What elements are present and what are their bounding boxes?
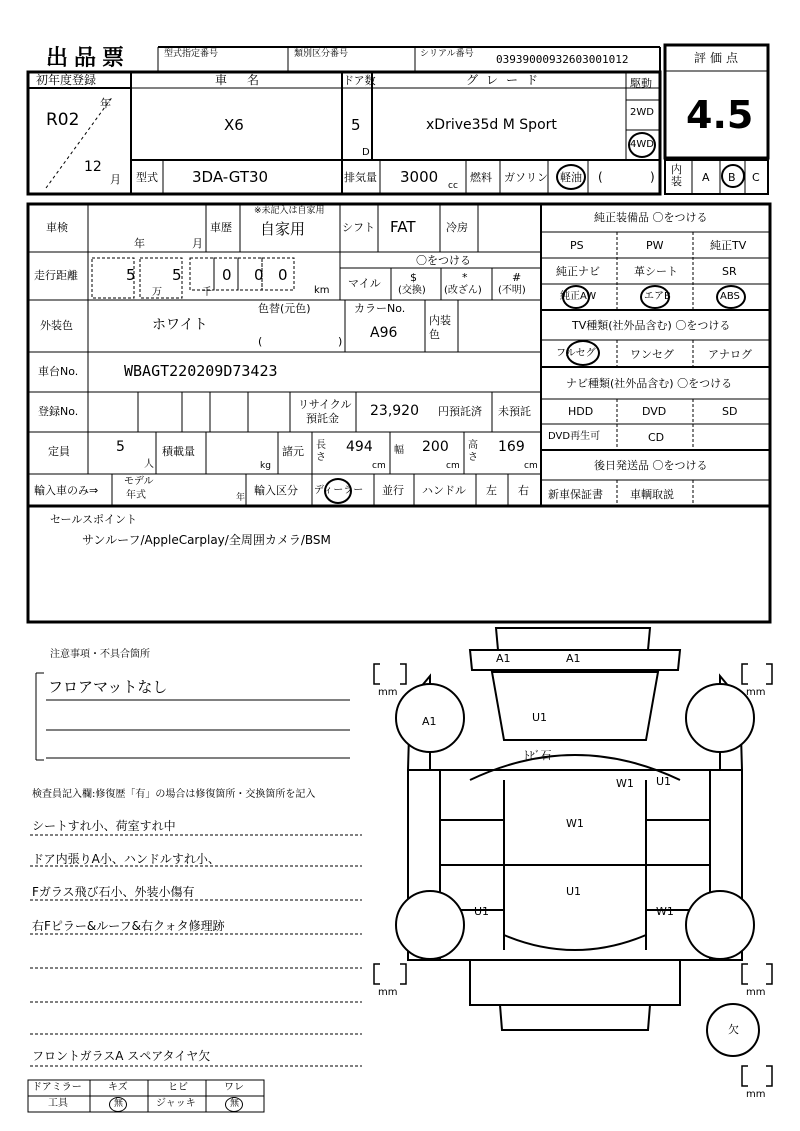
mini-jack-none-circle-mark — [225, 1097, 243, 1112]
length-cm-unit: cm — [372, 461, 386, 471]
interior-grade-b: B — [728, 171, 736, 184]
equip-leather: 革シート — [634, 265, 678, 278]
vin-label: 車台No. — [38, 365, 79, 378]
score-label: 評価点 — [694, 51, 743, 65]
shift-value: FAT — [390, 218, 416, 236]
equip-sr: SR — [722, 265, 737, 278]
capacity-unit: 人 — [144, 459, 154, 470]
mileage-tamper-mark: * — [462, 271, 468, 284]
dims-label: 諸元 — [282, 445, 304, 458]
fuel-label: 燃料 — [470, 171, 492, 184]
diagram-mark-front-left: A1 — [496, 652, 511, 665]
load-label: 積載量 — [162, 445, 195, 458]
registration-no-label: 登録No. — [38, 405, 79, 418]
mm-front-left: mm — [378, 687, 398, 698]
mini-door-mirror: ドアミラー — [32, 1082, 82, 1093]
load-kg-unit: kg — [260, 461, 271, 471]
import-dealer-circle-mark — [324, 478, 352, 504]
equip-aw-circle-mark — [562, 285, 590, 309]
import-parallel: 並行 — [382, 484, 404, 497]
length-value: 494 — [346, 439, 373, 455]
recycle-label-2: 預託金 — [306, 412, 339, 425]
model-value: 3DA-GT30 — [192, 168, 269, 186]
length-label: 長さ — [316, 440, 326, 463]
mm-front-right: mm — [746, 687, 766, 698]
mini-scratch: キズ — [108, 1082, 128, 1093]
diagram-mark-hood: U1 — [532, 711, 548, 724]
mileage-unknown: (不明) — [498, 285, 526, 296]
later-shipment-title: 後日発送品 〇をつける — [594, 459, 708, 472]
history-value: 自家用 — [260, 220, 306, 238]
exterior-color-label: 外装色 — [40, 319, 73, 332]
history-label: 車歴 — [210, 221, 232, 234]
mileage-mile: マイル — [348, 277, 381, 290]
color-change-paren-close: ) — [338, 335, 343, 348]
car-name-label: 車名 — [215, 73, 280, 87]
doors-label: ドア数 — [343, 74, 376, 87]
capacity-label: 定員 — [48, 445, 70, 458]
equip-abs-circle-mark — [716, 285, 746, 309]
height-cm-unit: cm — [524, 461, 538, 471]
exterior-color-value: ホワイト — [152, 317, 208, 333]
recycle-not-deposited: 未預託 — [498, 405, 531, 418]
tv-fullseg: フルセグ — [556, 348, 596, 359]
recycle-label-1: リサイクル — [298, 398, 352, 411]
model-label: 型式 — [136, 171, 158, 184]
inspector-line-3: Fガラス飛び石小、外装小傷有 — [32, 885, 195, 899]
tv-analog: アナログ — [708, 348, 752, 361]
navi-dvd: DVD — [642, 405, 667, 418]
shaken-year-unit: 年 — [134, 237, 145, 250]
tv-oneseg: ワンセグ — [630, 348, 674, 361]
month-unit: 月 — [110, 173, 121, 186]
equip-tv: 純正TV — [710, 239, 747, 252]
form-title: 出品票 — [46, 46, 131, 71]
mini-tools: 工具 — [48, 1098, 68, 1109]
navi-sd: SD — [722, 405, 738, 418]
height-value: 169 — [498, 439, 525, 455]
color-change-paren-open: ( — [258, 335, 263, 348]
dvd-playback: DVD再生可 — [548, 431, 601, 442]
height-label: 高さ — [468, 440, 478, 463]
diagram-mark-left-front-wheel: A1 — [422, 715, 437, 728]
interior-grade-c: C — [752, 171, 760, 184]
mileage-digit-2: 5 — [172, 266, 182, 284]
grade-value: xDrive35d M Sport — [426, 117, 557, 133]
displacement-label: 排気量 — [344, 171, 377, 184]
mileage-digit-1: 5 — [126, 266, 136, 284]
model-year-label-1: モデル — [124, 476, 154, 487]
diagram-mark-right-quarter: W1 — [656, 905, 674, 918]
displacement-value: 3000 — [400, 168, 439, 186]
first-registration-label: 初年度登録 — [36, 73, 97, 87]
mini-tools-none-circle-mark — [109, 1097, 127, 1112]
notes-line-1: フロアマットなし — [48, 678, 168, 696]
capacity-value: 5 — [116, 439, 125, 455]
equip-airbag: エアB — [644, 291, 671, 302]
diagram-mark-left-quarter: U1 — [474, 905, 490, 918]
mm-rear-right: mm — [746, 987, 766, 998]
drive-label: 駆動 — [630, 77, 652, 90]
diagram-mark-pillar: W1 — [616, 777, 634, 790]
tv-type-title: TV種類(社外品含む) 〇をつける — [572, 319, 731, 332]
diagram-mark-roof: W1 — [566, 817, 584, 830]
handle-left: 左 — [486, 484, 497, 497]
fuel-paren-open: ( — [598, 170, 603, 184]
recycle-unit: 円預託済 — [438, 405, 482, 418]
equip-abs: ABS — [720, 291, 740, 302]
sales-point-text: サンルーフ/AppleCarplay/全周囲カメラ/BSM — [82, 533, 331, 547]
tv-fullseg-circle-mark — [566, 340, 600, 366]
sales-point-label: セールスポイント — [50, 513, 138, 526]
fuel-diesel-circle-mark — [556, 164, 586, 190]
mm-spare: mm — [746, 1089, 766, 1100]
mileage-label: 走行距離 — [34, 269, 78, 282]
navi-hdd: HDD — [568, 405, 594, 418]
mini-tools-none: 無 — [114, 1099, 124, 1109]
cd: CD — [648, 431, 665, 444]
equip-aw: 純正AW — [560, 291, 597, 302]
inspector-line-4: 右Fピラー&ルーフ&右クォタ修理跡 — [32, 919, 225, 933]
inspector-line-8: フロントガラスA スペアタイヤ欠 — [32, 1049, 211, 1063]
import-dealer: ディーラー — [314, 485, 364, 496]
registration-month: 12 — [84, 159, 102, 175]
handle-label: ハンドル — [422, 484, 466, 497]
warranty-book: 新車保証書 — [548, 488, 603, 501]
serial-number-label: シリアル番号 — [420, 49, 474, 59]
mm-rear-left: mm — [378, 987, 398, 998]
interior-grade-label: 内装 — [671, 163, 682, 188]
drive-4wd-circle-mark — [628, 132, 656, 158]
color-no-value: A96 — [370, 325, 398, 341]
fuel-paren-close: ) — [650, 170, 655, 184]
drive-2wd: 2WD — [630, 107, 654, 118]
year-unit: 年 — [100, 97, 111, 110]
equip-navi: 純正ナビ — [556, 265, 600, 278]
owner-manual: 車輌取説 — [630, 488, 674, 501]
ac-label: 冷房 — [446, 221, 468, 234]
equipment-title: 純正装備品 〇をつける — [594, 211, 708, 224]
notes-label: 注意事項・不具合箇所 — [50, 649, 150, 660]
mileage-km-unit: km — [314, 285, 330, 296]
mini-jack: ジャッキ — [156, 1098, 196, 1109]
width-value: 200 — [422, 439, 449, 455]
inspector-label: 検査員記入欄:修復歴「有」の場合は修復箇所・交換箇所を記入 — [32, 789, 316, 800]
diagram-mark-rear: U1 — [566, 885, 582, 898]
fuel-diesel: 軽油 — [560, 171, 582, 184]
mileage-sen-unit: 千 — [202, 287, 212, 298]
color-no-label: カラーNo. — [354, 302, 406, 315]
mileage-digit-3: 0 — [222, 266, 232, 284]
mileage-exchange: (交換) — [398, 285, 426, 296]
import-class-label: 輸入区分 — [254, 484, 298, 497]
inspector-line-2: ドア内張りA小、ハンドルすれ小、 — [32, 852, 220, 866]
shaken-label: 車検 — [46, 221, 68, 234]
spare-tire-missing: 欠 — [728, 1023, 739, 1036]
car-name-value: X6 — [224, 116, 244, 134]
mileage-circle-note: 〇をつける — [416, 254, 471, 267]
recycle-value: 23,920 — [370, 403, 419, 419]
diagram-mark-windshield: ﾄﾋﾞ石 — [524, 749, 552, 762]
shift-label: シフト — [342, 221, 375, 234]
equip-airbag-circle-mark — [640, 285, 670, 309]
model-year-label-2: 年式 — [126, 490, 146, 501]
score-value: 4.5 — [686, 93, 754, 137]
mileage-digit-4: 0 — [254, 266, 264, 284]
mileage-exchange-mark: $ — [410, 271, 417, 284]
handle-right: 右 — [518, 484, 529, 497]
import-only-label: 輸入車のみ⇒ — [34, 484, 99, 497]
mileage-tamper: (改ざん) — [444, 285, 482, 296]
equip-pw: PW — [646, 239, 664, 252]
width-cm-unit: cm — [446, 461, 460, 471]
mini-broken: ワレ — [224, 1082, 244, 1093]
color-change-label: 色替(元色) — [258, 302, 311, 315]
fuel-gasoline: ガソリン — [504, 171, 548, 184]
door-type: D — [362, 147, 370, 158]
interior-grade-a: A — [702, 171, 710, 184]
mileage-man-unit: 万 — [152, 287, 162, 298]
inspector-line-1: シートすれ小、荷室すれ中 — [32, 819, 176, 833]
mini-jack-none: 無 — [230, 1099, 240, 1109]
model-cert-label: 型式指定番号 — [164, 49, 219, 59]
shaken-month-unit: 月 — [192, 237, 203, 250]
grade-label: グレード — [466, 73, 547, 87]
history-note: ※未記入は自家用 — [254, 206, 325, 216]
interior-color-label: 内装色 — [429, 314, 451, 341]
serial-number-value: 03939000932603001012 — [496, 53, 629, 66]
drive-4wd: 4WD — [630, 139, 654, 150]
width-label: 幅 — [394, 445, 404, 456]
class-number-label: 類別区分番号 — [294, 49, 349, 59]
diagram-mark-right-front-fender: U1 — [656, 775, 672, 788]
doors-value: 5 — [351, 116, 361, 134]
navi-type-title: ナビ種類(社外品含む) 〇をつける — [566, 377, 733, 390]
mileage-digit-5: 0 — [278, 266, 288, 284]
cc-unit: cc — [448, 181, 458, 191]
mileage-unknown-mark: # — [512, 271, 522, 284]
equip-ps: PS — [570, 239, 584, 252]
registration-era: R02 — [46, 110, 80, 130]
model-year-unit: 年 — [236, 493, 246, 503]
mini-crack: ヒビ — [168, 1082, 188, 1093]
interior-grade-b-circle-mark — [721, 164, 745, 188]
vin-value: WBAGT220209D73423 — [124, 362, 278, 380]
diagram-mark-front-right: A1 — [566, 652, 581, 665]
